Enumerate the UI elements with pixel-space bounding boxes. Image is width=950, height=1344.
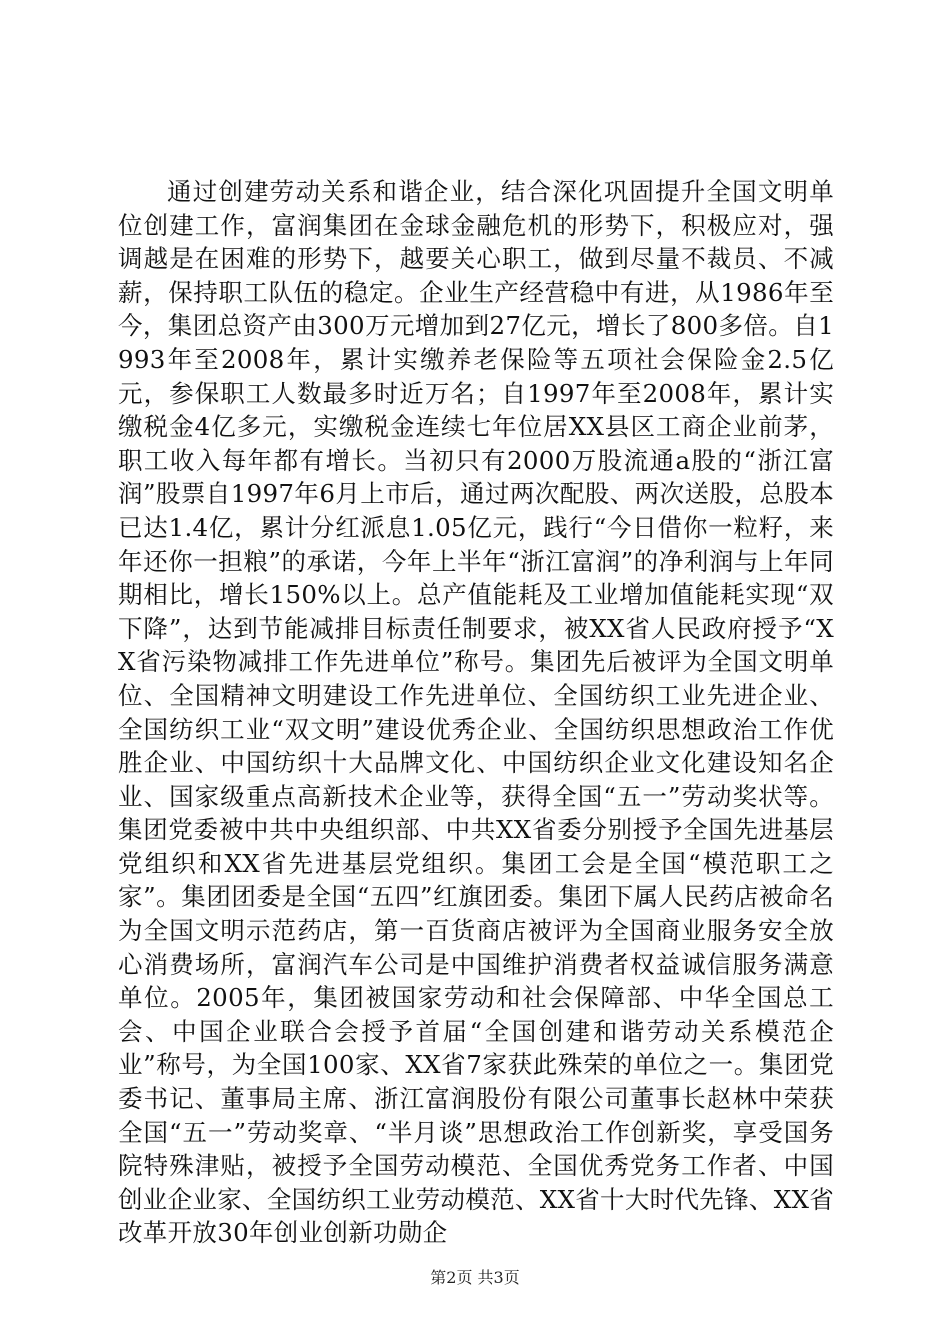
page-number-footer: 第2页 共3页 bbox=[430, 1268, 520, 1287]
body-paragraph: 通过创建劳动关系和谐企业，结合深化巩固提升全国文明单位创建工作，富润集团在金球金融危机的形势下，积极应对，强调越是在困难的形势下，越要关心职工，做到尽量不裁员、不减薪，保持职工队伍的稳定。企业生产经营稳中有进，从1986年至今，集团总资产由300万元增加到27亿元，增长了800多倍。自1993年至2008年，累计实缴养老保险等五项社会保险金2.5亿元，参保职工人数最多时近万名；自1997年至2008年，累计实缴税金4亿多元，实缴税金连续七年位居XX县区工商企业前茅，职工收入每年都有增长。当初只有2000万股流通a股的“浙江富润”股票自1997年6月上市后，通过两次配股、两次送股，总股本已达1.4亿，累计分红派息1.05亿元，践行“今日借你一粒籽，来年还你一担粮”的承诺，今年上半年“浙江富润”的净利润与上年同期相比，增长150%以上。总产值能耗及工业增加值能耗实现“双下降”，达到节能减排目标责任制要求，被XX省人民政府授予“XX省污染物减排工作先进单位”称号。集团先后被评为全国文明单位、全国精神文明建设工作先进单位、全国纺织工业先进企业、全国纺织工业“双文明”建设优秀企业、全国纺织思想政治工作优胜企业、中国纺织十大品牌文化、中国纺织企业文化建设知名企业、国家级重点高新技术企业等，获得全国“五一”劳动奖状等。集团党委被中共中央组织部、中共XX省委分别授予全国先进基层党组织和XX省先进基层党组织。集团工会是全国“模范职工之家”。集团团委是全国“五四”红旗团委。集团下属人民药店被命名为全国文明示范药店，第一百货商店被评为全国商业服务安全放心消费场所，富润汽车公司是中国维护消费者权益诚信服务满意单位。2005年，集团被国家劳动和社会保障部、中华全国总工会、中国企业联合会授予首届“全国创建和谐劳动关系模范企业”称号，为全国100家、XX省7家获此殊荣的单位之一。集团党委书记、董事局主席、浙江富润股份有限公司董事长赵林中荣获全国“五一”劳动奖章、“半月谈”思想政治工作创新奖，享受国务院特殊津贴，被授予全国劳动模范、全国优秀党务工作者、中国创业企业家、全国纺织工业劳动模范、XX省十大时代先锋、XX省改革开放30年创业创新功勋企 bbox=[118, 177, 834, 1248]
